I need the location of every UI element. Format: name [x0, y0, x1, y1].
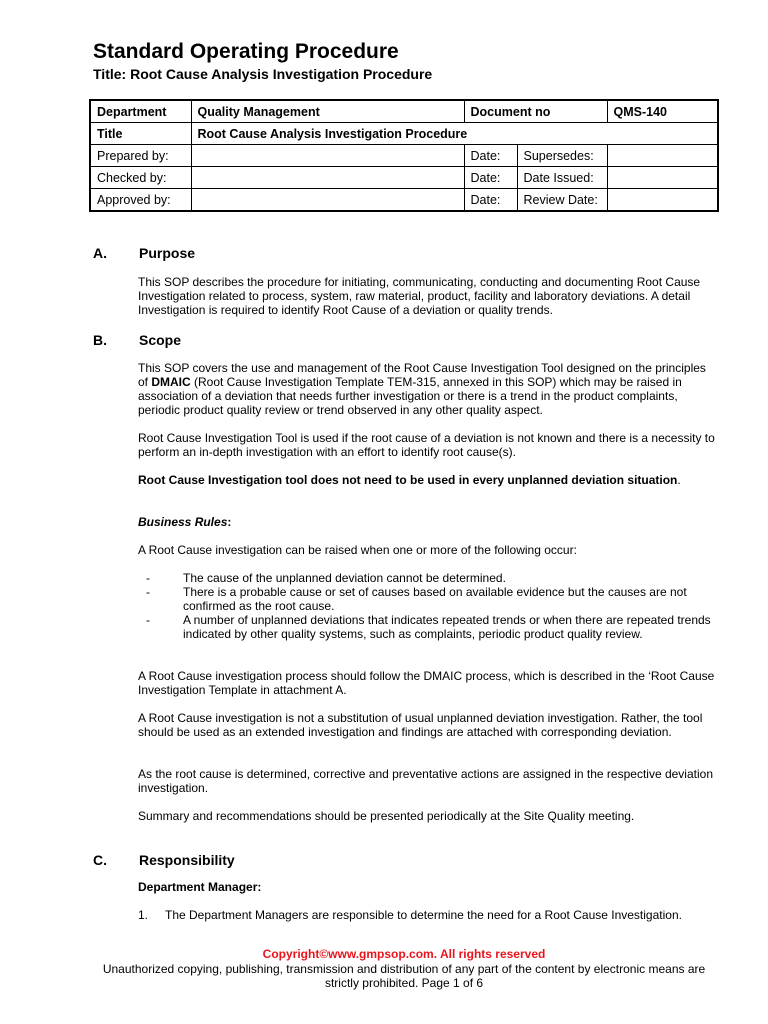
scope-paragraph-1: [138, 361, 718, 417]
scope-paragraph-6: A Root Cause investigation is not a substitution of usual unplanned deviation investigation. Rather, the tool should be used as an extended investigation and findings are attached with corresponding deviation.: [138, 711, 703, 739]
subtitle-value: Root Cause Analysis Investigation Procedure: [130, 66, 433, 82]
department-manager-heading: Department Manager:: [138, 880, 262, 894]
list-item: There is a probable cause or set of causes based on available evidence but the causes are not confirmed as the root cause.: [183, 585, 687, 613]
section-b-title: Scope: [139, 332, 182, 348]
purpose-text: This SOP describes the procedure for initiating, communicating, conducting and documenting Root Cause Investigation related to process, system, raw material, product, facility and laboratory deviations. A detail Investigation is required to identify Root Cause of a deviation or quality trends.: [138, 275, 701, 317]
document-control-table: [89, 99, 719, 212]
table-row: [90, 123, 718, 145]
scope-paragraph-2: Root Cause Investigation Tool is used if the root cause of a deviation is not known and there is a necessity to perform an in-depth investigation with an effort to identify root cause(s).: [138, 431, 715, 459]
copyright-notice: Copyright©www.gmpsop.com. All rights reserved: [262, 947, 546, 961]
section-a-letter: A.: [93, 245, 107, 261]
statement-end: .: [677, 473, 681, 487]
business-rules-colon: :: [227, 515, 232, 529]
section-a-title: Purpose: [139, 245, 196, 261]
table-row: [90, 189, 718, 212]
date-label: Date:: [464, 167, 517, 189]
bullet-marker: -: [146, 613, 150, 627]
section-c-letter: C.: [93, 852, 107, 868]
copy-prohibition-notice: Unauthorized copying, publishing, transmission and distribution of any part of the content by electronic means are strictly prohibited. Page 1 of 6: [102, 962, 706, 990]
subtitle-label: Title:: [93, 66, 127, 82]
business-rules-intro: A Root Cause investigation can be raised when one or more of the following occur:: [138, 543, 577, 557]
document-title: Standard Operating Procedure: [93, 40, 399, 63]
table-row: [90, 167, 718, 189]
approved-by-label: Approved by:: [90, 189, 191, 212]
date-label: Date:: [464, 189, 517, 212]
scope-paragraph-3: [138, 473, 718, 487]
section-c-title: Responsibility: [139, 852, 235, 868]
title-label: Title: [90, 123, 191, 145]
list-item: A number of unplanned deviations that indicates repeated trends or when there are repeated trends indicated by other quality systems, such as complaints, periodic product quality review.: [183, 613, 711, 641]
checked-by-value: [191, 167, 464, 189]
supersedes-value: [607, 145, 718, 167]
list-item: The cause of the unplanned deviation cannot be determined.: [183, 571, 506, 585]
bold-statement: Root Cause Investigation tool does not need to be used in every unplanned deviation situation: [138, 473, 678, 487]
business-rules-label: Business Rules: [138, 515, 228, 529]
scope-paragraph-5: A Root Cause investigation process should follow the DMAIC process, which is described in the ‘Root Cause Investigation Template in attachment A.: [138, 669, 715, 697]
review-date-value: [607, 189, 718, 212]
prepared-by-value: [191, 145, 464, 167]
scope-paragraph-8: Summary and recommendations should be presented periodically at the Site Quality meeting.: [138, 809, 635, 823]
list-item: The Department Managers are responsible to determine the need for a Root Cause Investigation.: [165, 908, 682, 922]
list-number: 1.: [138, 908, 149, 922]
scope-paragraph-7: As the root cause is determined, corrective and preventative actions are assigned in the respective deviation investigation.: [138, 767, 713, 795]
date-label: Date:: [464, 145, 517, 167]
department-label: Department: [90, 100, 191, 123]
table-row: [90, 145, 718, 167]
title-value: Root Cause Analysis Investigation Procedure: [191, 123, 718, 145]
review-date-label: Review Date:: [517, 189, 607, 212]
docno-label: Document no: [464, 100, 607, 123]
date-issued-value: [607, 167, 718, 189]
date-issued-label: Date Issued:: [517, 167, 607, 189]
dmaic-term: DMAIC: [151, 375, 191, 389]
section-b-letter: B.: [93, 332, 107, 348]
checked-by-label: Checked by:: [90, 167, 191, 189]
approved-by-value: [191, 189, 464, 212]
table-row: [90, 100, 718, 123]
supersedes-label: Supersedes:: [517, 145, 607, 167]
bullet-marker: -: [146, 585, 150, 599]
bullet-marker: -: [146, 571, 150, 585]
docno-value: QMS-140: [607, 100, 718, 123]
prepared-by-label: Prepared by:: [90, 145, 191, 167]
scope-text: (Root Cause Investigation Template TEM-315, annexed in this SOP) which may be raised in association of a deviation that needs further investigation or there is a trend in the product complaints, periodic product quality review or trend observed in any other quality aspect.: [138, 375, 682, 417]
business-rules-heading: [138, 515, 718, 529]
document-subtitle: [93, 66, 432, 82]
scope-text: This SOP covers the use and management of the Root Cause Investigation Tool designed on the principles of: [138, 361, 706, 389]
department-value: Quality Management: [191, 100, 464, 123]
